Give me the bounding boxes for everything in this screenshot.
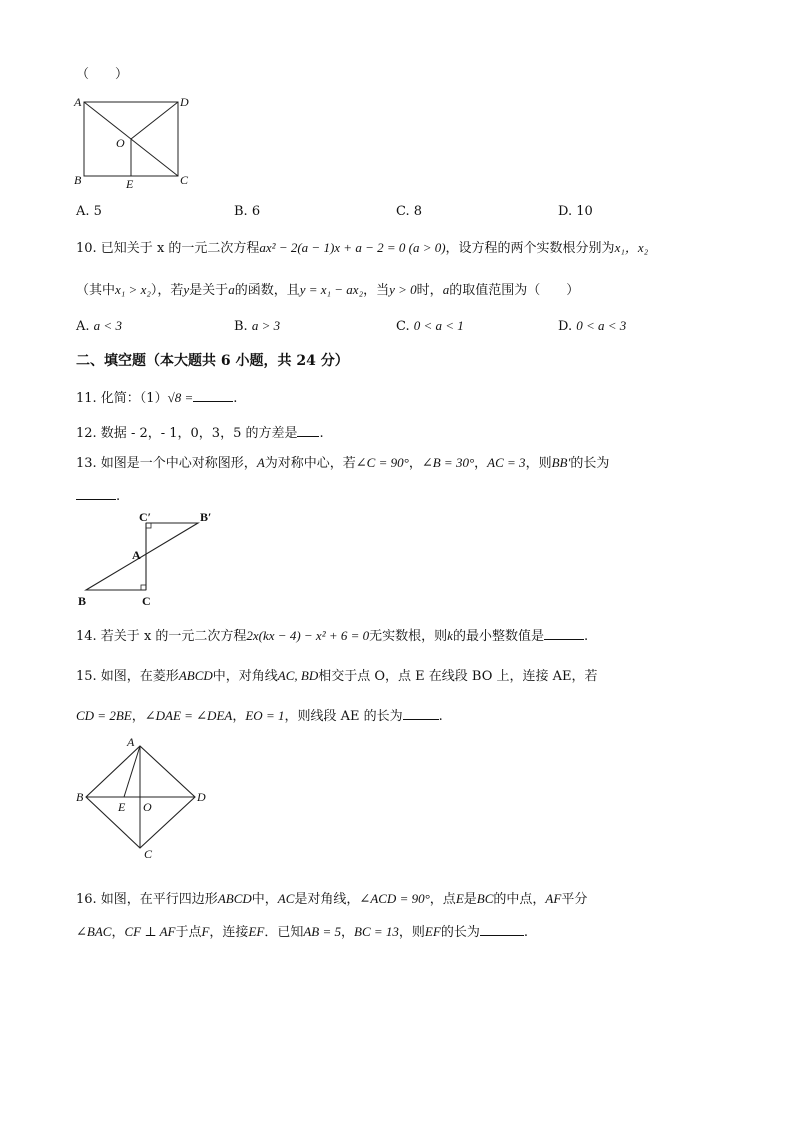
q10-text-2f: 时， [416, 283, 443, 298]
q13-line-1 [76, 455, 609, 472]
q15-cond-eo: EO = 1 [245, 708, 285, 723]
q16-parallelogram-name: ABCD [217, 891, 252, 906]
q10-option-b [234, 318, 280, 335]
q10-y-condition: y > 0 [389, 282, 417, 297]
q16-sep-2: ， [341, 925, 355, 940]
q15-sep-2: ， [232, 709, 246, 724]
q13-sep-1: ， [408, 456, 422, 471]
q13-label-b: B [78, 594, 87, 608]
q16-point-e: E [455, 891, 464, 906]
q9-label-d: D [180, 95, 189, 109]
q16-text-1e: 是 [463, 892, 477, 907]
q10-text-2d: 的函数，且 [234, 283, 300, 298]
q10-text-2a: （其中 [76, 283, 116, 298]
q11-end: . [233, 391, 238, 406]
q16-angle-bac: ∠BAC [76, 924, 112, 939]
q10-option-d-label: D. [558, 319, 573, 334]
q14-end: . [583, 629, 589, 644]
q15-label-c: C [144, 847, 153, 861]
q9-option-a-label: A. [76, 204, 90, 219]
q15-line-2 [76, 706, 443, 725]
q10-option-d [558, 318, 626, 335]
q9-option-b-label: B. [234, 204, 248, 219]
q16-segment-ef: EF [248, 924, 265, 939]
q11-answer-blank[interactable] [193, 388, 233, 402]
q15-label-e: E [118, 800, 126, 814]
q15-label-o: O [143, 800, 152, 814]
q13-text-1b: 为对称中心，若 [264, 456, 356, 471]
q10-root-condition: x₁ > x₂ [115, 282, 151, 297]
q16-answer-blank[interactable] [480, 922, 524, 936]
q16-cond-angle: ∠ACD = 90° [359, 891, 430, 906]
q12-answer-blank[interactable] [297, 423, 319, 437]
q9-rectangle-figure [70, 92, 200, 192]
q14-text-mid: 无实数根，则 [369, 629, 448, 644]
q9-option-d-label: D. [558, 204, 573, 219]
q15-cond-angle: ∠DAE = ∠DEA [144, 708, 233, 723]
q11-expression: √8 = [167, 390, 194, 405]
q12-text: 12. 数据 - 2，- 1，0，3，5 的方差是 [76, 426, 298, 441]
q10-option-c [396, 318, 464, 335]
q16-line-1 [76, 891, 587, 908]
q14-text: 14. 若关于 x 的一元二次方程 [76, 629, 247, 644]
q10-text-2b: ），若 [150, 283, 184, 298]
q10-option-c-value: 0 < a < 1 [413, 318, 464, 333]
q10-option-a [76, 318, 122, 335]
q13-cond-c: ∠C = 90° [355, 455, 409, 470]
q13-segment-bb: BB′ [551, 455, 571, 470]
q9-option-d-value: 10 [576, 204, 593, 219]
q10-roots: x₁，x₂ [614, 240, 649, 255]
q15-end: . [438, 709, 443, 724]
q10-equation: ax² − 2(a − 1)x + a − 2 = 0 (a > 0) [259, 240, 446, 255]
q10-option-d-value: 0 < a < 3 [576, 318, 627, 333]
q10-line-1 [76, 240, 648, 257]
q14-var-k: k [447, 628, 453, 643]
q10-text-1b: ，设方程的两个实数根分别为 [445, 241, 615, 256]
q13-text-1c: ，则 [525, 456, 552, 471]
q16-text-2f: 的长为 [440, 925, 480, 940]
q13-end: . [116, 489, 121, 504]
q14-line [76, 626, 588, 645]
q16-text-1a: 16. 如图，在平行四边形 [76, 892, 218, 907]
q13-cond-b: ∠B = 30° [421, 455, 475, 470]
q13-text-1a: 13. 如图是一个中心对称图形， [76, 456, 257, 471]
q13-label-c: C [142, 594, 151, 608]
q16-segment-ac: AC [277, 891, 295, 906]
q10-var-a: a [228, 282, 235, 297]
q13-sep-2: ， [474, 456, 488, 471]
q16-point-f: F [201, 924, 210, 939]
q15-text-1b: 中，对角线 [212, 669, 278, 684]
q16-text-1g: 平分 [561, 892, 588, 907]
q15-label-b: B [76, 790, 84, 804]
q15-diagonals: AC, BD [277, 668, 319, 683]
q16-cond-bc: BC = 13 [354, 924, 399, 939]
q15-text-2b: ，则线段 AE 的长为 [284, 709, 403, 724]
q10-option-c-label: C. [396, 319, 410, 334]
q16-text-2c: ，连接 [209, 925, 249, 940]
q15-rhombus-name: ABCD [178, 668, 213, 683]
q9-option-c-label: C. [396, 204, 410, 219]
q16-text-2d: ．已知 [264, 925, 304, 940]
q9-option-a-value: 5 [93, 204, 102, 219]
q10-var-a-2: a [442, 282, 450, 297]
q15-cond-cd: CD = 2BE [76, 708, 132, 723]
q9-answer-paren: （ ） [76, 67, 129, 82]
q9-label-b: B [74, 173, 82, 187]
q10-function: y = x₁ − ax₂ [299, 282, 364, 297]
q16-segment-af: AF [545, 891, 562, 906]
q13-central-symmetry-figure [72, 508, 222, 612]
q13-right-angle-bottom [141, 585, 146, 590]
q13-label-b-prime: B′ [200, 510, 212, 524]
q10-option-a-value: a < 3 [93, 318, 122, 333]
q9-label-e: E [126, 177, 134, 191]
q15-label-a: A [127, 735, 135, 749]
q12-end: . [319, 426, 324, 441]
q10-line-2 [76, 282, 579, 299]
q13-answer-blank[interactable] [76, 486, 116, 500]
q16-cond-perp: CF ⊥ AF [124, 924, 176, 939]
q9-option-c-value: 8 [413, 204, 423, 219]
q16-text-1b: 中， [251, 892, 278, 907]
q9-option-a [76, 204, 102, 220]
q15-rhombus-figure [72, 734, 222, 864]
q14-equation: 2x(kx − 4) − x² + 6 = 0 [246, 628, 370, 643]
q13-path-cp-bp-b-c [86, 523, 198, 590]
q10-text-2c: 是关于 [189, 283, 229, 298]
q15-sep-1: ， [131, 709, 145, 724]
q11-text: 11. 化简：（1） [76, 391, 168, 406]
q16-text-2b: 于点 [175, 925, 202, 940]
q9-option-d [558, 204, 593, 220]
q16-cond-ab: AB = 5 [303, 924, 341, 939]
q16-end: . [523, 925, 528, 940]
q11-line [76, 388, 237, 407]
q9-label-o: O [116, 136, 125, 150]
q12-line [76, 423, 324, 442]
q10-text-1: 10. 已知关于 x 的一元二次方程 [76, 241, 260, 256]
q10-option-a-label: A. [76, 319, 90, 334]
q10-option-b-label: B. [234, 319, 248, 334]
q16-text-1d: ，点 [429, 892, 456, 907]
q9-option-c [396, 204, 422, 220]
q14-answer-blank[interactable] [544, 626, 584, 640]
q13-cond-ac: AC = 3 [487, 455, 526, 470]
q16-text-2e: ，则 [398, 925, 425, 940]
q9-label-a: A [74, 95, 82, 109]
q9-segment-do [131, 102, 178, 139]
q10-text-2g: 的取值范围为（ ） [449, 283, 580, 298]
q10-text-2e: ，当 [363, 283, 390, 298]
q16-segment-bc: BC [476, 891, 494, 906]
q15-line-1 [76, 668, 598, 685]
q16-sep-1: ， [111, 925, 125, 940]
section-2-heading: 二、填空题（本大题共 6 小题，共 24 分） [76, 353, 349, 369]
q14-text-tail: 的最小整数值是 [452, 629, 544, 644]
q16-text-1f: 的中点， [493, 892, 546, 907]
q15-text-1a: 15. 如图，在菱形 [76, 669, 179, 684]
q13-line-2 [76, 486, 120, 505]
q15-answer-blank[interactable] [403, 706, 439, 720]
q16-text-1c: 是对角线， [294, 892, 360, 907]
q13-text-1d: 的长为 [570, 456, 610, 471]
q9-option-b [234, 204, 260, 220]
q13-var-a: A [256, 455, 265, 470]
q16-segment-ef-2: EF [424, 924, 441, 939]
q16-line-2 [76, 922, 528, 941]
q10-var-y: y [183, 282, 190, 297]
q9-option-b-value: 6 [251, 204, 261, 219]
q13-label-c-prime: C′ [139, 510, 152, 524]
q10-option-b-value: a > 3 [251, 318, 281, 333]
q15-text-1c: 相交于点 O，点 E 在线段 BO 上，连接 AE，若 [318, 669, 598, 684]
q15-label-d: D [197, 790, 206, 804]
q13-label-a: A [132, 548, 141, 562]
q9-label-c: C [180, 173, 189, 187]
